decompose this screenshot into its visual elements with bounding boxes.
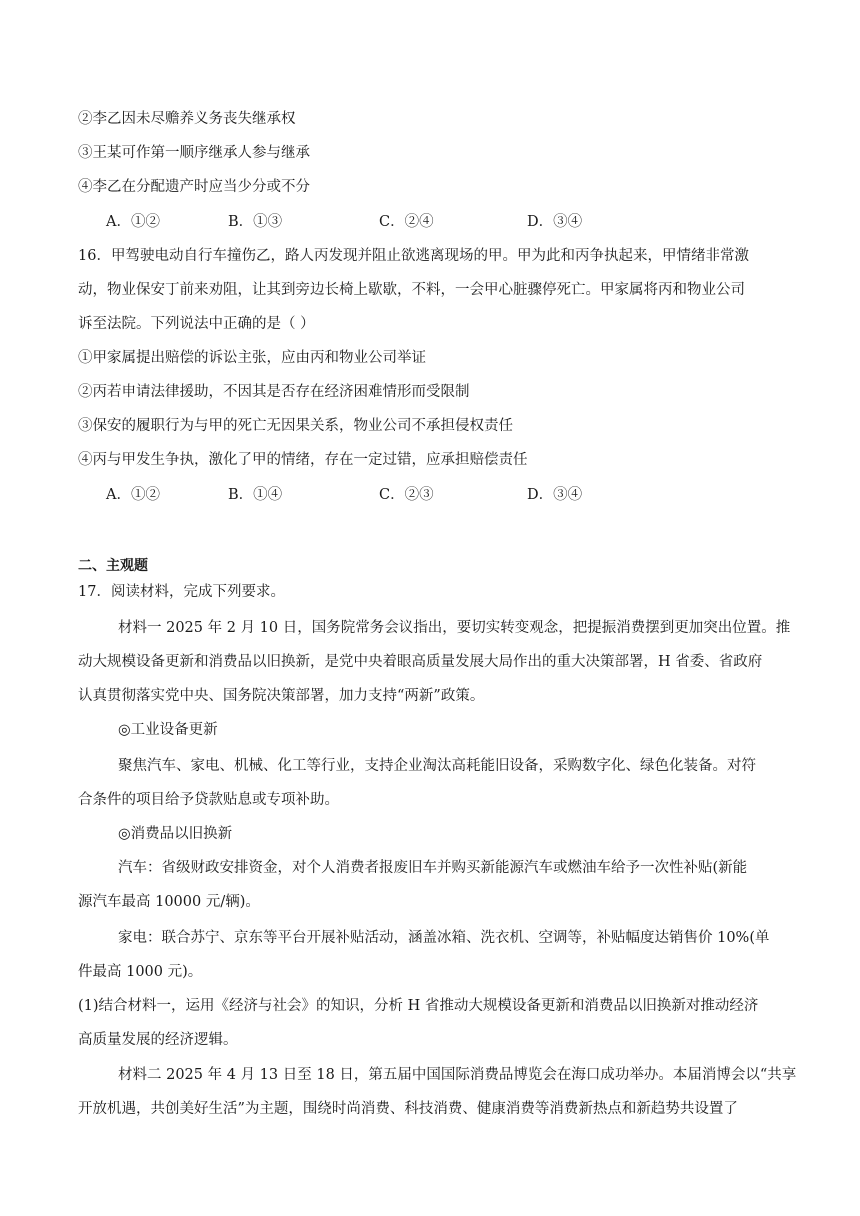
q17-material1-line-1: 材料一 2025 年 2 月 10 日，国务院常务会议指出，要切实转变观念，把提振消费摆到更加突出位置。推 — [118, 620, 791, 636]
section-title: 二、主观题 — [78, 558, 148, 574]
q15-option-b: B．①③ — [228, 214, 283, 230]
q17-equipment-line-1: 聚焦汽车、家电、机械、化工等行业，支持企业淘汰高耗能旧设备，采购数字化、绿色化装备。对符 — [118, 758, 756, 774]
q17-appliance-line-2: 件最高 1000 元)。 — [78, 964, 203, 980]
q17-car-line-2: 源汽车最高 10000 元/辆)。 — [78, 894, 260, 910]
q16-stem-line-3: 诉至法院。下列说法中正确的是（ ） — [78, 316, 315, 332]
q15-item-3: ③王某可作第一顺序继承人参与继承 — [78, 145, 310, 161]
q17-intro: 17．阅读材料，完成下列要求。 — [78, 584, 285, 600]
q16-option-c: C．②③ — [379, 487, 434, 503]
q17-material1-line-2: 动大规模设备更新和消费品以旧换新，是党中央着眼高质量发展大局作出的重大决策部署，H 省委、省政府 — [78, 654, 763, 670]
q16-option-b: B．①④ — [228, 487, 283, 503]
q16-stem-line-1: 16．甲驾驶电动自行车撞伤乙，路人丙发现并阻止欲逃离现场的甲。甲为此和丙争执起来，甲情绪非常激 — [78, 248, 749, 264]
q15-options — [106, 212, 626, 232]
q17-car-line-1: 汽车：省级财政安排资金，对个人消费者报废旧车并购买新能源汽车或燃油车给予一次性补贴(新能 — [118, 860, 748, 876]
q16-options — [106, 485, 626, 505]
q17-subheading-tradein: ◎消费品以旧换新 — [118, 826, 233, 842]
q17-question-1-line-2: 高质量发展的经济逻辑。 — [78, 1032, 238, 1048]
q15-item-2: ②李乙因未尽赡养义务丧失继承权 — [78, 111, 296, 127]
q16-option-d: D．③④ — [527, 487, 583, 503]
q17-question-1-line-1: (1)结合材料一，运用《经济与社会》的知识，分析 H 省推动大规模设备更新和消费品以旧换新对推动经济 — [78, 998, 759, 1014]
q17-equipment-line-2: 合条件的项目给予贷款贴息或专项补助。 — [78, 792, 339, 808]
q16-stem-line-2: 动，物业保安丁前来劝阻，让其到旁边长椅上歇歇，不料，一会甲心脏骤停死亡。甲家属将丙和物业公司 — [78, 282, 745, 298]
q16-option-a: A．①② — [106, 487, 160, 503]
q17-material1-line-3: 认真贯彻落实党中央、国务院决策部署，加力支持“两新”政策。 — [78, 688, 485, 704]
q15-option-c: C．②④ — [379, 214, 434, 230]
q17-material2-line-1: 材料二 2025 年 4 月 13 日至 18 日，第五届中国国际消费品博览会在海口成功举办。本届消博会以“共享 — [118, 1067, 797, 1083]
q16-item-2: ②丙若申请法律援助，不因其是否存在经济困难情形而受限制 — [78, 384, 470, 400]
q17-appliance-line-1: 家电：联合苏宁、京东等平台开展补贴活动，涵盖冰箱、洗衣机、空调等，补贴幅度达销售价 10%(单 — [118, 930, 770, 946]
q15-option-a: A．①② — [106, 214, 160, 230]
q16-item-3: ③保安的履职行为与甲的死亡无因果关系，物业公司不承担侵权责任 — [78, 418, 513, 434]
q17-material2-line-2: 开放机遇，共创美好生活”为主题，围绕时尚消费、科技消费、健康消费等消费新热点和新趋势共设置了 — [78, 1101, 738, 1117]
q16-item-4: ④丙与甲发生争执，激化了甲的情绪，存在一定过错，应承担赔偿责任 — [78, 452, 528, 468]
q16-item-1: ①甲家属提出赔偿的诉讼主张，应由丙和物业公司举证 — [78, 350, 426, 366]
q15-item-4: ④李乙在分配遗产时应当少分或不分 — [78, 179, 310, 195]
q17-subheading-equipment: ◎工业设备更新 — [118, 722, 218, 738]
q15-option-d: D．③④ — [527, 214, 583, 230]
